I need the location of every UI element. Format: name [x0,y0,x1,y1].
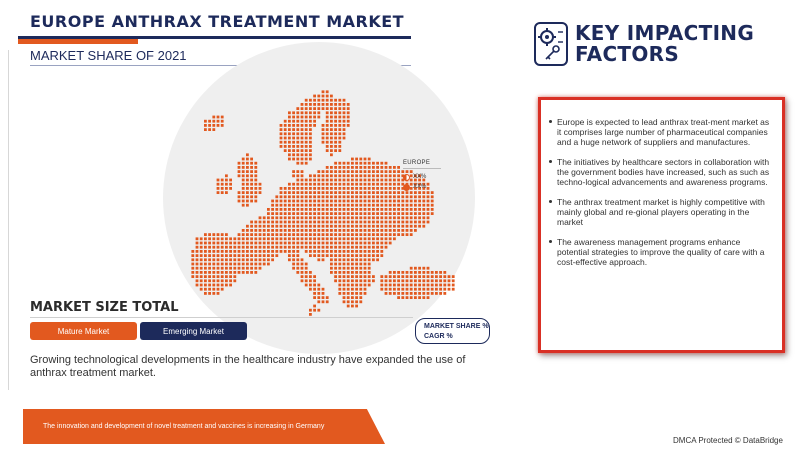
market-size-divider [30,317,413,318]
market-description: Growing technological developments in the healthcare industry have expanded the use of anthrax treatment market. [30,354,466,379]
page-subtitle: MARKET SHARE OF 2021 [30,48,187,63]
full-circle-icon [403,184,410,191]
market-size-title: MARKET SIZE TOTAL [30,300,179,315]
title-underline-orange [18,39,138,44]
half-circle-icon [403,174,410,181]
list-item: The awareness management programs enhance potential strategies to improve the quality of care with a cost-effective approach. [549,237,771,267]
legend-title: EUROPE [403,160,441,169]
emerging-market-tag: Emerging Market [140,322,247,340]
page-title: EUROPE ANTHRAX TREATMENT MARKET [30,12,405,31]
left-divider [8,50,9,390]
list-item: The anthrax treatment market is highly competitive with mainly global and re-gional players operating in the market [549,197,771,227]
legend-item-label: XX% [413,184,427,190]
market-share-label: MARKET SHARE % [424,323,489,330]
key-factors-title-line1: KEY IMPACTING [575,21,755,45]
map-legend [403,160,441,192]
banner-text: The innovation and development of novel treatment and vaccines is increasing in Germany [43,423,325,430]
market-share-box [415,318,490,344]
mature-market-tag: Mature Market [30,322,137,340]
europe-dot-map [163,42,475,354]
key-factors-list [549,117,771,277]
footer-copyright: DMCA Protected © DataBridge [673,436,783,445]
list-item: Europe is expected to lead anthrax treat-ment market as it comprises large number of pharmaceutical companies and a huge network of suppliers and manufactures. [549,117,771,147]
legend-item [403,172,441,182]
gear-key-icon [534,22,568,66]
legend-item-label: XX% [413,174,427,180]
legend-item [403,182,441,192]
key-factors-title-line2: FACTORS [575,42,680,66]
cagr-label: CAGR % [424,333,453,340]
list-item: The initiatives by healthcare sectors in collaboration with the government bodies have increased, such as such as techno-logical advancements and awareness programs. [549,157,771,187]
key-factors-title [575,23,754,65]
